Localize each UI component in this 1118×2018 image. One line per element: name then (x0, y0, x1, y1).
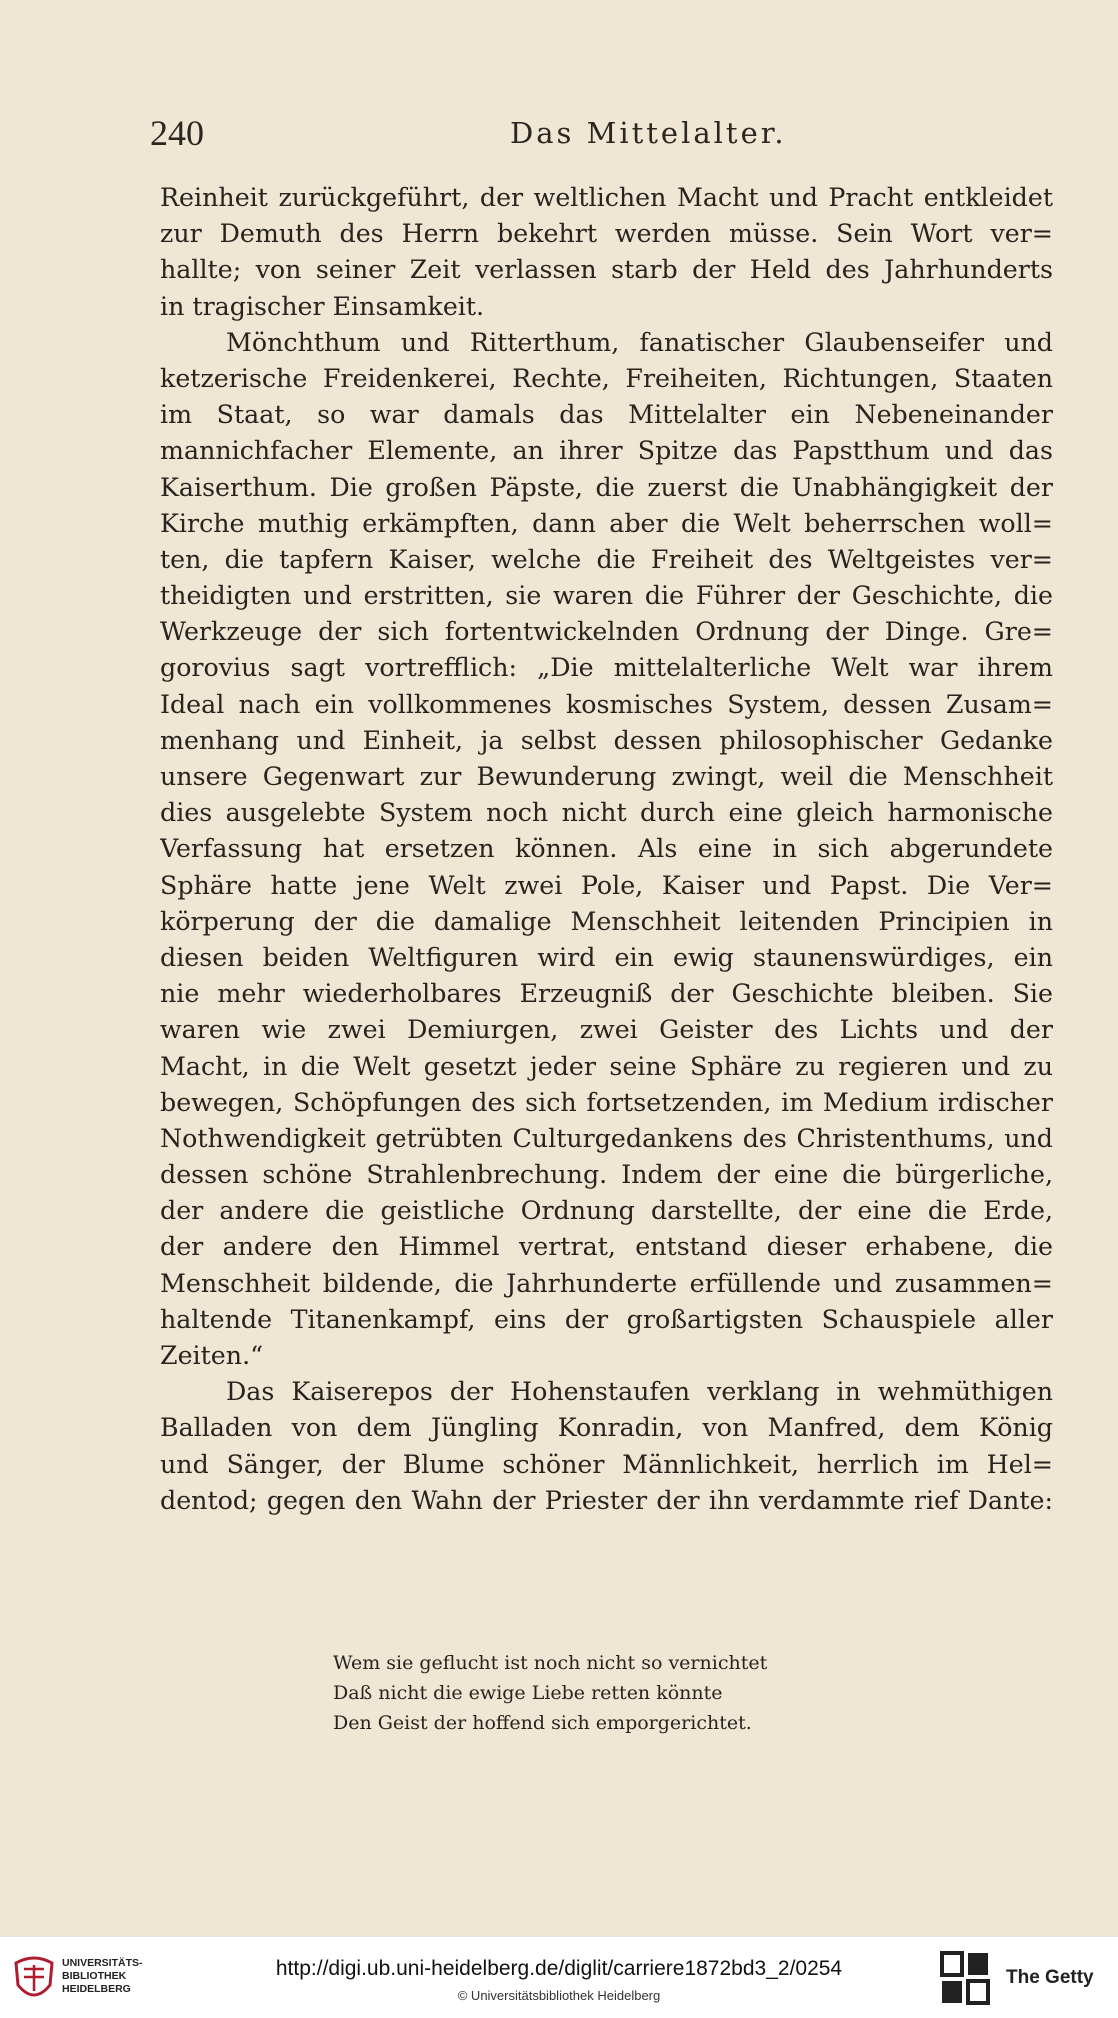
verse-line: Daß nicht die ewige Liebe retten könnte (333, 1682, 723, 1704)
text-line: haltende Titanenkampf, eins der großartigsten Schauspiele aller (160, 1304, 1053, 1334)
page-header (150, 112, 1050, 162)
text-line: der andere den Himmel vertrat, entstand dieser erhabene, die (160, 1232, 1053, 1262)
text-line: zur Demuth des Herrn bekehrt werden müsse. Sein Wort ver= (160, 219, 1053, 249)
text-line: Macht, in die Welt gesetzt jeder seine Sphäre zu regieren und zu (160, 1051, 1053, 1081)
text-line: körperung der die damalige Menschheit leitenden Principien in (160, 906, 1053, 936)
text-line: im Staat, so war damals das Mittelalter ein Nebeneinander (160, 400, 1053, 430)
verse-quote (333, 1648, 893, 1738)
text-line: in tragischer Einsamkeit. (160, 291, 485, 321)
text-line: Menschheit bildende, die Jahrhunderte erfüllende und zusammen= (160, 1268, 1053, 1298)
body-text (160, 180, 1053, 1519)
text-line: menhang und Einheit, ja selbst dessen philosophischer Gedanke (160, 725, 1053, 755)
text-line: Mönchthum und Ritterthum, fanatischer Glaubenseifer und (226, 327, 1053, 357)
text-line: ketzerische Freidenkerei, Rechte, Freiheiten, Richtungen, Staaten (160, 363, 1053, 393)
verse-line: Wem sie geflucht ist noch nicht so vernichtet (333, 1652, 768, 1674)
text-line: bewegen, Schöpfungen des sich fortsetzenden, im Medium irdischer (160, 1087, 1053, 1117)
text-line: dessen schöne Strahlenbrechung. Indem der eine die bürgerliche, (160, 1160, 1053, 1190)
library-name: UNIVERSITÄTS- BIBLIOTHEK HEIDELBERG (62, 1957, 143, 1995)
text-line: unsere Gegenwart zur Bewunderung zwingt, weil die Menschheit (160, 762, 1053, 791)
text-line: Nothwendigkeit getrübten Culturgedankens des Christenthums, und (160, 1123, 1053, 1153)
verse-line: Den Geist der hoffend sich emporgerichtet. (333, 1712, 752, 1734)
permalink-url[interactable]: http://digi.ub.uni-heidelberg.de/diglit/carriere1872bd3_2/0254 (275, 1957, 843, 1980)
text-line: Verfassung hat ersetzen können. Als eine in sich abgerundete (160, 834, 1053, 864)
text-line: Kaiserthum. Die großen Päpste, die zuerst die Unabhängigkeit der (160, 472, 1053, 502)
text-line: mannichfacher Elemente, an ihrer Spitze das Papstthum und das (160, 436, 1053, 466)
text-line: Kirche muthig erkämpften, dann aber die Welt beherrschen woll= (160, 508, 1053, 538)
text-line: hallte; von seiner Zeit verlassen starb der Held des Jahrhunderts (160, 255, 1053, 285)
text-line: Werkzeuge der sich fortentwickelnden Ordnung der Dinge. Gre= (160, 617, 1053, 647)
text-line: Ideal nach ein vollkommenes kosmisches System, dessen Zusam= (160, 689, 1053, 719)
text-line: Reinheit zurückgeführt, der weltlichen Macht und Pracht entkleidet (160, 183, 1053, 212)
text-line: dentod; gegen den Wahn der Priester der ihn verdammte rief Dante: (160, 1485, 1053, 1515)
page-number: 240 (150, 113, 204, 153)
text-line: dies ausgelebte System noch nicht durch eine gleich harmonische (160, 798, 1053, 828)
text-line: diesen beiden Weltfiguren wird ein ewig staunenswürdiges, ein (160, 942, 1053, 972)
text-line: waren wie zwei Demiurgen, zwei Geister des Lichts und der (160, 1015, 1053, 1045)
text-line: gorovius sagt vortrefflich: „Die mittelalterliche Welt war ihrem (160, 653, 1053, 683)
partner-name: The Getty (1006, 1967, 1094, 1988)
running-head: Das Mittelalter. (510, 116, 787, 150)
text-line: nie mehr wiederholbares Erzeugniß der Geschichte bleiben. Sie (160, 979, 1053, 1009)
text-line: Zeiten.“ (160, 1341, 264, 1370)
text-line: und Sänger, der Blume schöner Männlichkeit, herrlich im Hel= (160, 1449, 1053, 1479)
text-line: theidigten und erstritten, sie waren die Führer der Geschichte, die (160, 581, 1053, 611)
getty-logo-icon (940, 1951, 990, 2005)
text-line: der andere die geistliche Ordnung darstellte, der eine die Erde, (160, 1196, 1053, 1226)
copyright-notice: © Universitätsbibliothek Heidelberg (457, 1988, 661, 2003)
text-line: Balladen von dem Jüngling Konradin, von Manfred, dem König (160, 1413, 1053, 1443)
text-line: ten, die tapfern Kaiser, welche die Freiheit des Weltgeistes ver= (160, 544, 1053, 574)
text-line: Sphäre hatte jene Welt zwei Pole, Kaiser und Papst. Die Ver= (160, 870, 1053, 900)
text-line: Das Kaiserepos der Hohenstaufen verklang in wehmüthigen (226, 1377, 1053, 1407)
viewer-footer (0, 1936, 1118, 2018)
